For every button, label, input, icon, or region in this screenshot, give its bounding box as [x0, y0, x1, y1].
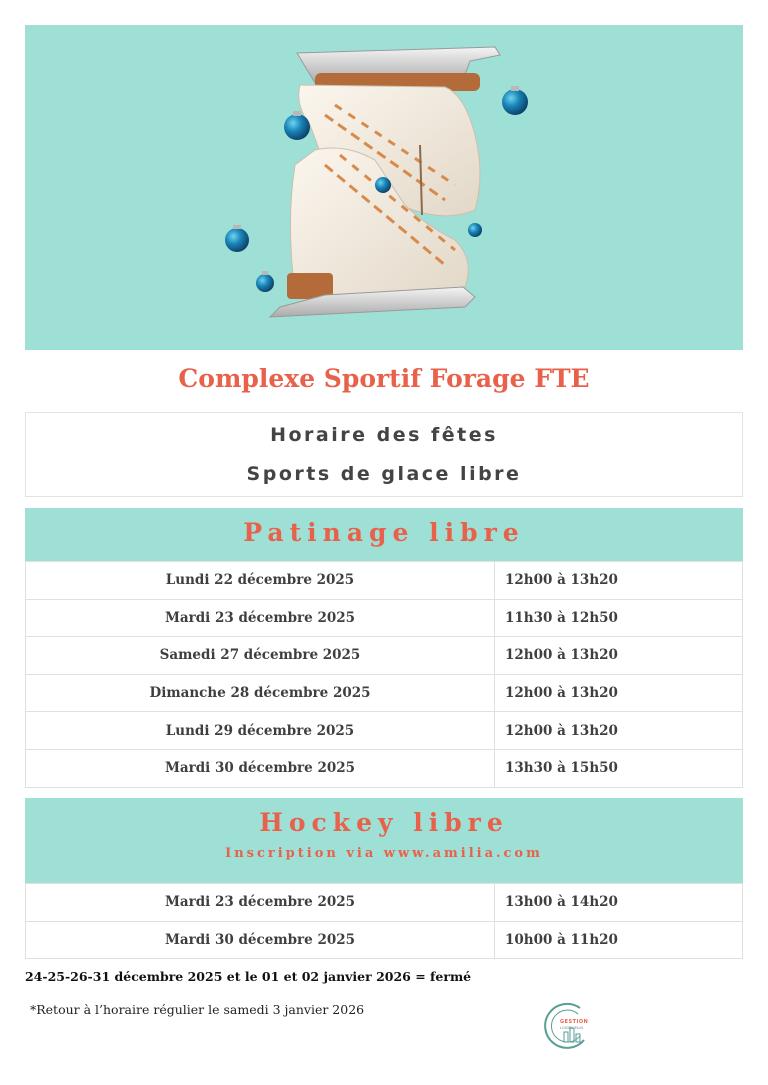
subtitle-line-1: Horaire des fêtes [270, 424, 498, 446]
row-time: 13h30 à 15h50 [505, 760, 618, 777]
row-time: 12h00 à 13h20 [505, 647, 618, 664]
closed-dates-note: 24-25-26-31 décembre 2025 et le 01 et 02 janvier 2026 = fermé [25, 969, 472, 984]
return-schedule-note: *Retour à l’horaire régulier le samedi 3 janvier 2026 [30, 1002, 365, 1017]
row-time: 10h00 à 11h20 [505, 931, 618, 948]
row-time: 12h00 à 13h20 [505, 572, 618, 589]
logo-word: GESTION [560, 1019, 589, 1025]
hockey-header [25, 798, 743, 883]
subtitle-box [25, 412, 743, 497]
hero-image [25, 25, 743, 350]
patinage-table [25, 561, 743, 788]
row-day: Mardi 30 décembre 2025 [26, 922, 495, 959]
patinage-header [25, 508, 743, 561]
hockey-table [25, 883, 743, 959]
hockey-subheading: Inscription via www.amilia.com [225, 846, 543, 861]
table-row [26, 883, 742, 921]
hockey-heading: Hockey libre [259, 808, 509, 837]
table-row [26, 674, 742, 712]
table-row [26, 711, 742, 749]
row-time: 12h00 à 13h20 [505, 685, 618, 702]
row-day: Lundi 29 décembre 2025 [26, 712, 495, 749]
logo-subword: LOISIRS PLUS [560, 1026, 584, 1030]
row-time: 11h30 à 12h50 [505, 609, 618, 626]
row-day: Lundi 22 décembre 2025 [26, 562, 495, 599]
row-time: 13h00 à 14h20 [505, 894, 618, 911]
row-day: Mardi 23 décembre 2025 [26, 884, 495, 921]
row-day: Mardi 23 décembre 2025 [26, 600, 495, 637]
patinage-heading: Patinage libre [243, 518, 525, 547]
row-day: Mardi 30 décembre 2025 [26, 750, 495, 787]
row-day: Dimanche 28 décembre 2025 [26, 675, 495, 712]
table-row [26, 749, 742, 787]
table-row [26, 921, 742, 959]
table-row [26, 599, 742, 637]
row-time: 12h00 à 13h20 [505, 722, 618, 739]
table-row [26, 636, 742, 674]
table-row [26, 561, 742, 599]
page-title: Complexe Sportif Forage FTE [178, 364, 590, 393]
row-day: Samedi 27 décembre 2025 [26, 637, 495, 674]
subtitle-line-2: Sports de glace libre [246, 463, 522, 485]
